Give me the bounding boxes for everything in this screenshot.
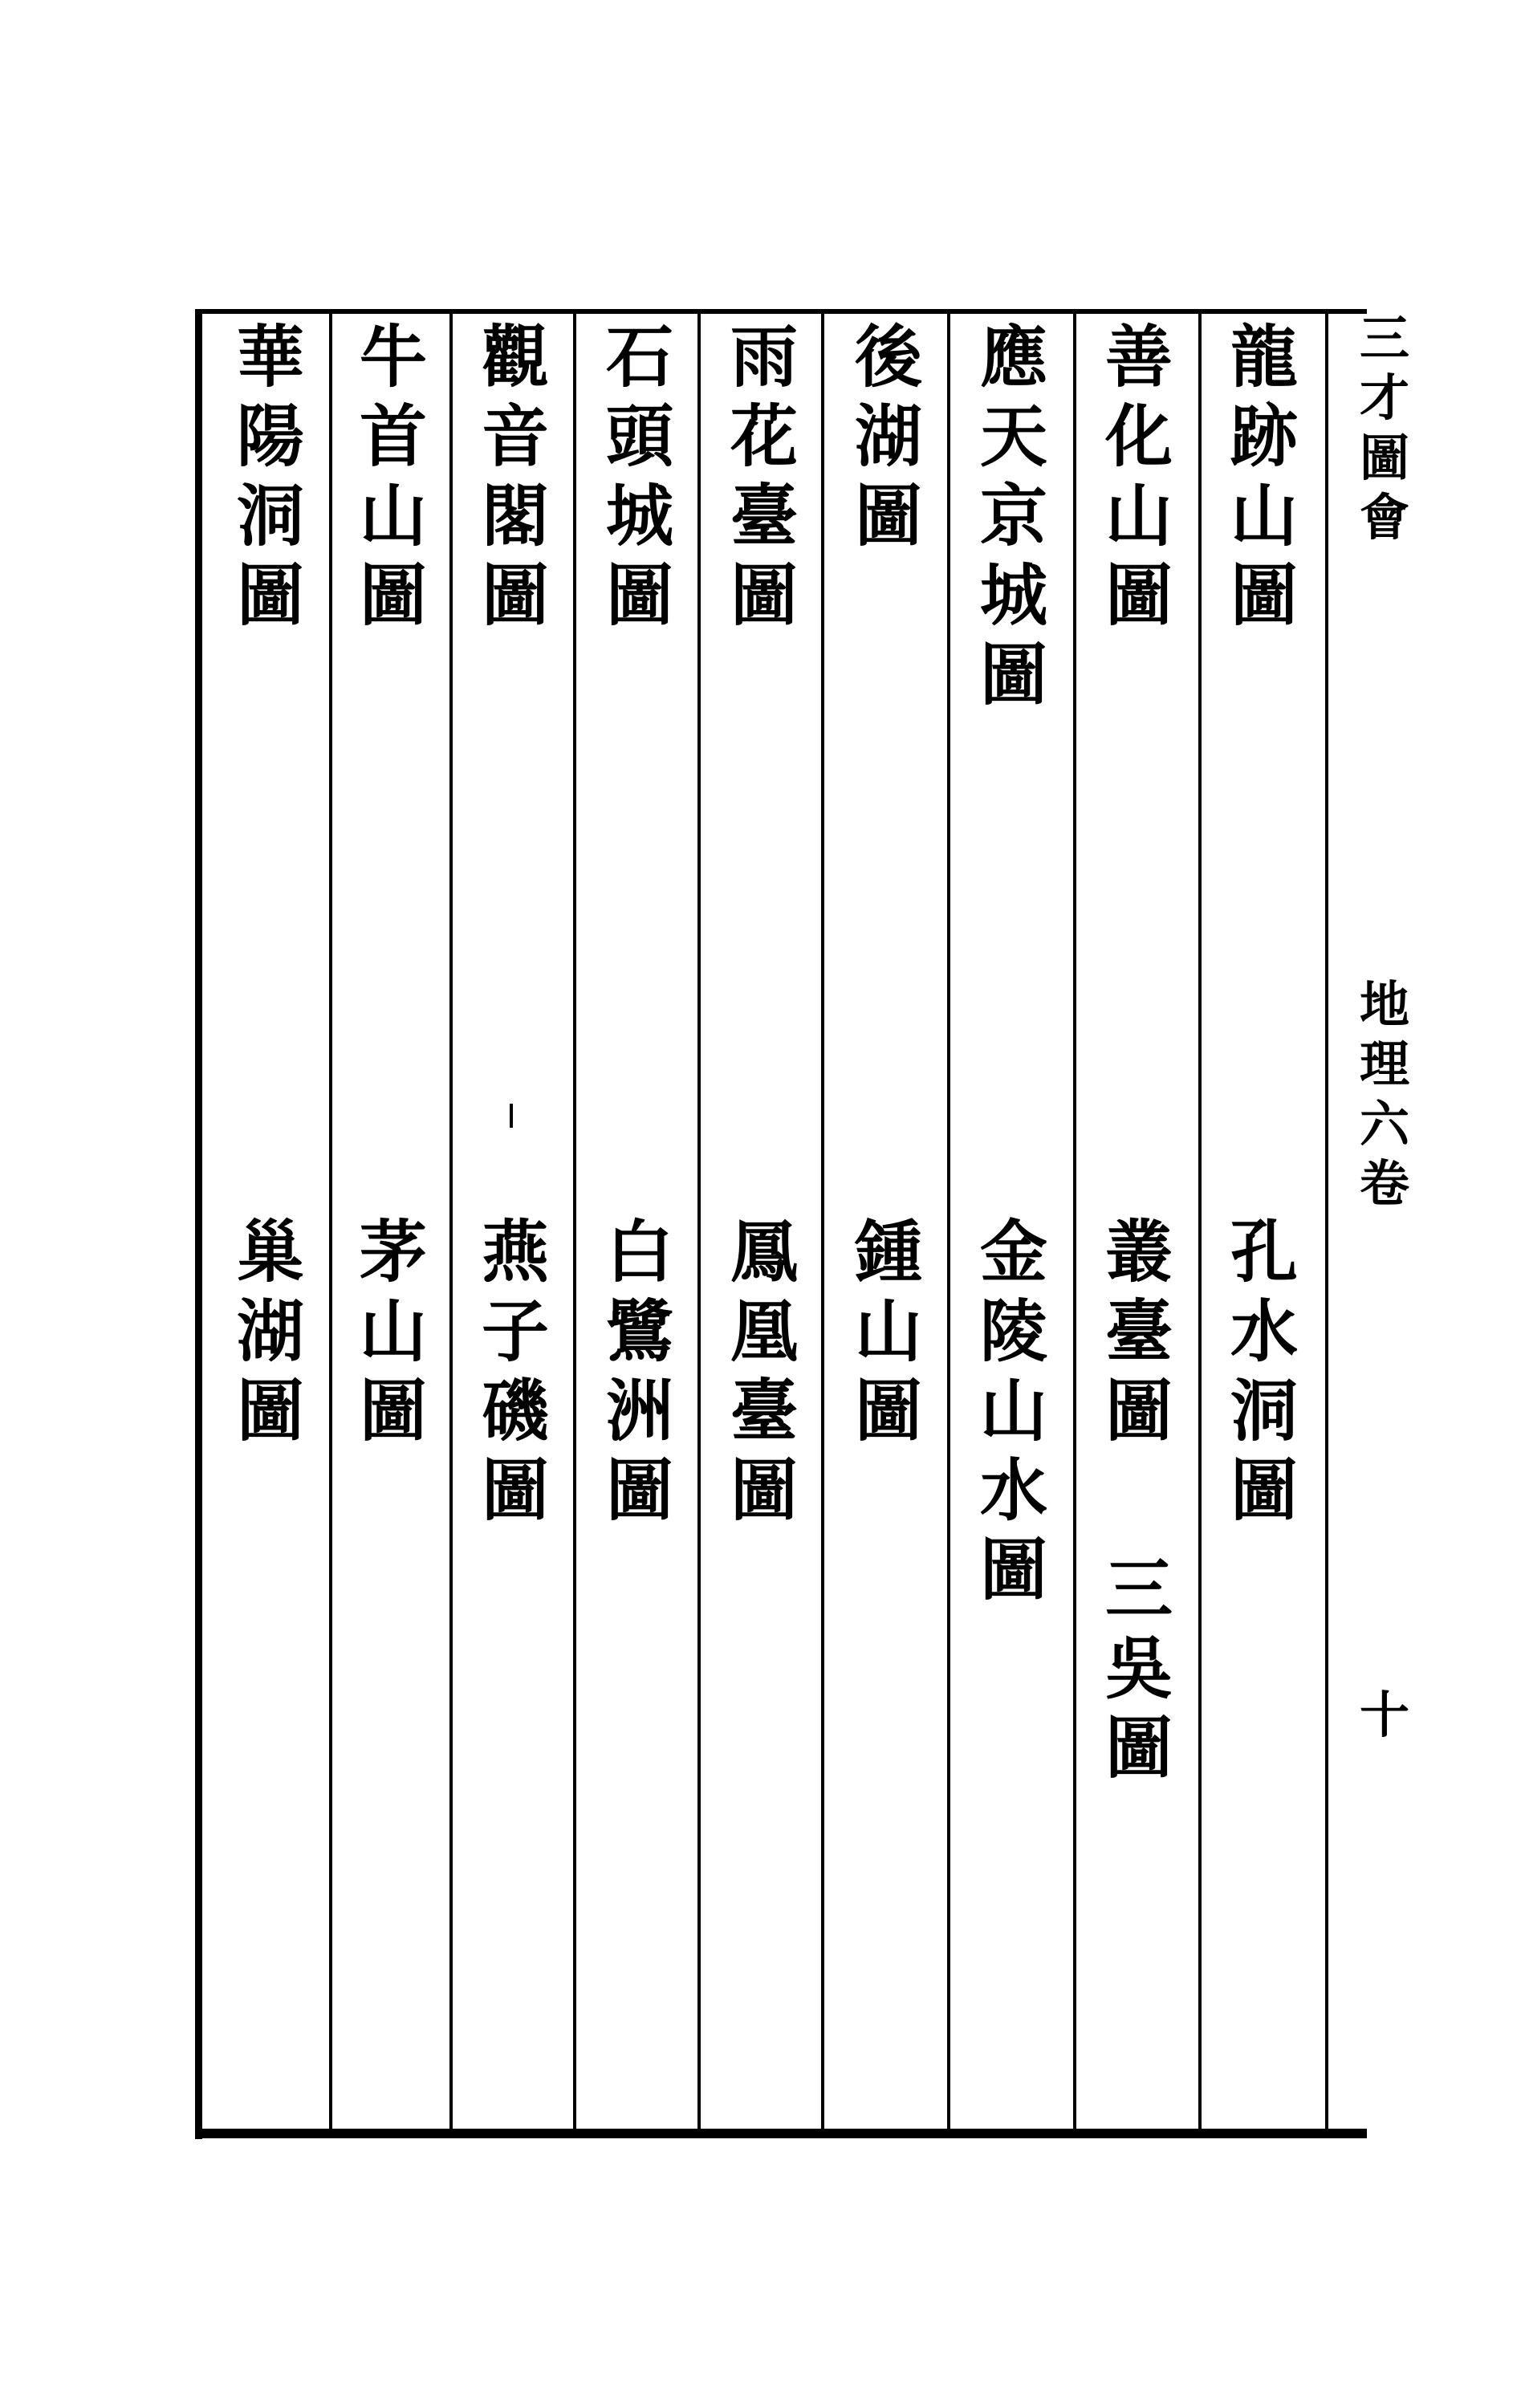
entry-bottom-5: 鳳 凰 臺 圖 [730,1212,798,1531]
ink-mark [510,1104,513,1128]
column-rule [329,314,332,2129]
entry-top-2: 善 化 山 圖 [1104,317,1173,636]
entry-top-3: 應 天 京 城 圖 [979,317,1047,715]
column-rule [449,314,453,2129]
column-rule [1325,314,1328,2129]
entry-top-4: 後 湖 圖 [854,317,922,556]
entry-extra-1: 三 吳 圖 [1104,1549,1173,1788]
frame-top-border [195,309,1367,314]
frame-left-border [195,309,202,2139]
entry-bottom-2: 叢 臺 圖 [1104,1212,1173,1451]
entry-bottom-4: 鍾 山 圖 [854,1212,922,1451]
column-rule [821,314,824,2129]
column-rule [1073,314,1076,2129]
frame-bottom-border [195,2129,1367,2138]
entry-bottom-1: 孔 水 洞 圖 [1230,1212,1298,1531]
entry-bottom-7: 燕 子 磯 圖 [481,1212,549,1531]
entry-bottom-9: 巢 湖 圖 [236,1212,304,1451]
entry-top-6: 石 頭 城 圖 [605,317,673,636]
entry-top-7: 觀 音 閣 圖 [481,317,549,636]
column-rule [697,314,701,2129]
entry-bottom-8: 茅 山 圖 [359,1212,427,1451]
column-rule [573,314,576,2129]
column-rule [1198,314,1202,2129]
entry-top-9: 華 陽 洞 圖 [236,317,304,636]
entry-top-5: 雨 花 臺 圖 [730,317,798,636]
entry-top-1: 龍 跡 山 圖 [1230,317,1298,636]
entry-bottom-3: 金 陵 山 水 圖 [979,1212,1047,1610]
margin-section-title: 地 理 六 卷 [1359,975,1409,1214]
margin-book-title: 三 才 圖 會 [1359,309,1409,547]
entry-top-8: 牛 首 山 圖 [359,317,427,636]
entry-bottom-6: 白 鷺 洲 圖 [605,1212,673,1531]
margin-leaf-number: 十 [1359,1686,1409,1744]
column-rule [947,314,950,2129]
